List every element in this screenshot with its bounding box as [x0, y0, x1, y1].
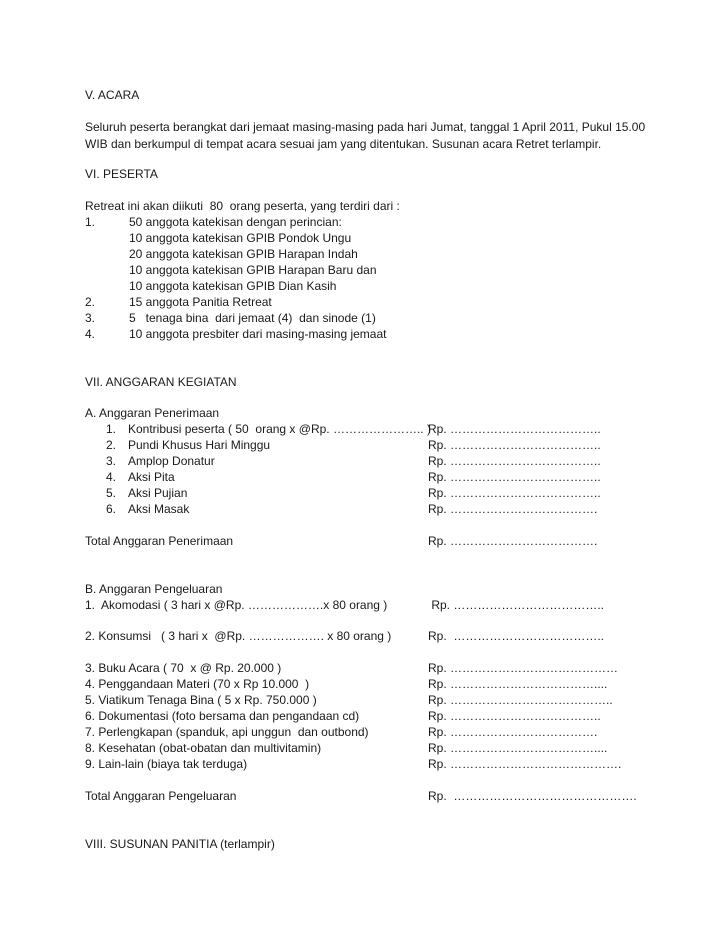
- peserta-subitem-text: 10 anggota katekisan GPIB Harapan Baru dan: [129, 263, 377, 277]
- penerimaan-item-number: 1.: [106, 422, 117, 436]
- penerimaan-item-amount: Rp. ………………………………..: [428, 422, 601, 436]
- penerimaan-total-label: Total Anggaran Penerimaan: [85, 534, 234, 548]
- section-anggaran-heading: VII. ANGGARAN KEGIATAN: [85, 375, 237, 389]
- penerimaan-item-label: Aksi Pujian: [128, 486, 188, 500]
- peserta-item-number: 3.: [85, 311, 96, 325]
- penerimaan-item-amount: Rp. ………………………………..: [428, 438, 601, 452]
- peserta-item-number: 2.: [85, 295, 96, 309]
- pengeluaran-item-label: 2. Konsumsi ( 3 hari x @Rp. ………………. x 80 orang ): [85, 629, 392, 643]
- penerimaan-heading: A. Anggaran Penerimaan: [85, 406, 220, 420]
- peserta-subitem-text: 20 anggota katekisan GPIB Harapan Indah: [129, 247, 358, 261]
- acara-paragraph-line-2: WIB dan berkumpul di tempat acara sesuai jam yang ditentukan. Susunan acara Retret terlampir.: [85, 137, 602, 151]
- pengeluaran-heading: B. Anggaran Pengeluaran: [85, 582, 223, 596]
- pengeluaran-item-amount: Rp. ………………………………....: [428, 741, 608, 755]
- pengeluaran-total-label: Total Anggaran Pengeluaran: [85, 789, 237, 803]
- pengeluaran-item-amount: Rp. …………………………………….: [428, 757, 622, 771]
- penerimaan-item-label: Amplop Donatur: [128, 454, 215, 468]
- pengeluaran-total-amount: Rp. ……………………………………….: [428, 789, 637, 803]
- peserta-intro: Retreat ini akan diikuti 80 orang peserta, yang terdiri dari :: [85, 199, 400, 213]
- penerimaan-item-amount: Rp. ………………………………..: [428, 470, 601, 484]
- section-peserta-heading: VI. PESERTA: [85, 167, 158, 181]
- penerimaan-item-label: Pundi Khusus Hari Minggu: [128, 438, 271, 452]
- penerimaan-item-number: 4.: [106, 470, 117, 484]
- pengeluaran-item-amount: Rp. …………………………………..: [428, 693, 613, 707]
- peserta-item-number: 4.: [85, 327, 96, 341]
- penerimaan-item-label: Aksi Pita: [128, 470, 175, 484]
- peserta-item-text: 50 anggota katekisan dengan perincian:: [129, 215, 342, 229]
- pengeluaran-item-label: 3. Buku Acara ( 70 x @ Rp. 20.000 ): [85, 661, 282, 675]
- peserta-item-text: 5 tenaga bina dari jemaat (4) dan sinode (1): [129, 311, 376, 325]
- peserta-item-text: 15 anggota Panitia Retreat: [129, 295, 272, 309]
- section-acara-heading: V. ACARA: [85, 88, 140, 102]
- pengeluaran-item-label: 5. Viatikum Tenaga Bina ( 5 x Rp. 750.000 ): [85, 693, 317, 707]
- acara-paragraph-line-1: Seluruh peserta berangkat dari jemaat masing-masing pada hari Jumat, tanggal 1 April 2011, Pukul 15.00: [85, 120, 646, 134]
- penerimaan-item-number: 5.: [106, 486, 117, 500]
- pengeluaran-item-label: 1. Akomodasi ( 3 hari x @Rp. ……………….x 80 orang ): [85, 598, 388, 612]
- penerimaan-item-number: 2.: [106, 438, 117, 452]
- penerimaan-item-label: Aksi Masak: [128, 502, 190, 516]
- penerimaan-total-amount: Rp. ……………………………….: [428, 534, 598, 548]
- penerimaan-item-label: Kontribusi peserta ( 50 orang x @Rp. ………………….. ): [128, 422, 431, 436]
- pengeluaran-item-label: 7. Perlengkapan (spanduk, api unggun dan outbond): [85, 725, 369, 739]
- penerimaan-item-amount: Rp. ………………………………..: [428, 486, 601, 500]
- pengeluaran-item-label: 4. Penggandaan Materi (70 x Rp 10.000 ): [85, 677, 310, 691]
- peserta-subitem-text: 10 anggota katekisan GPIB Dian Kasih: [129, 279, 337, 293]
- peserta-item-number: 1.: [85, 215, 96, 229]
- pengeluaran-item-label: 8. Kesehatan (obat-obatan dan multivitamin): [85, 741, 322, 755]
- pengeluaran-item-amount: Rp. ………………………………..: [428, 629, 605, 643]
- pengeluaran-item-amount: Rp. ……………………………………: [428, 661, 619, 675]
- peserta-item-text: 10 anggota presbiter dari masing-masing jemaat: [129, 327, 387, 341]
- pengeluaran-item-amount: Rp. ……………………………….: [428, 725, 598, 739]
- pengeluaran-item-amount: Rp. ………………………………..: [428, 598, 605, 612]
- penerimaan-item-number: 6.: [106, 502, 117, 516]
- pengeluaran-item-label: 6. Dokumentasi (foto bersama dan pengandaan cd): [85, 709, 360, 723]
- section-susunan-panitia-heading: VIII. SUSUNAN PANITIA (terlampir): [85, 837, 275, 851]
- penerimaan-item-amount: Rp. ……………………………….: [428, 502, 598, 516]
- pengeluaran-item-label: 9. Lain-lain (biaya tak terduga): [85, 757, 248, 771]
- penerimaan-item-number: 3.: [106, 454, 117, 468]
- peserta-subitem-text: 10 anggota katekisan GPIB Pondok Ungu: [129, 231, 352, 245]
- penerimaan-item-amount: Rp. ………………………………..: [428, 454, 601, 468]
- pengeluaran-item-amount: Rp. ………………………………....: [428, 677, 608, 691]
- pengeluaran-item-amount: Rp. ………………………………..: [428, 709, 601, 723]
